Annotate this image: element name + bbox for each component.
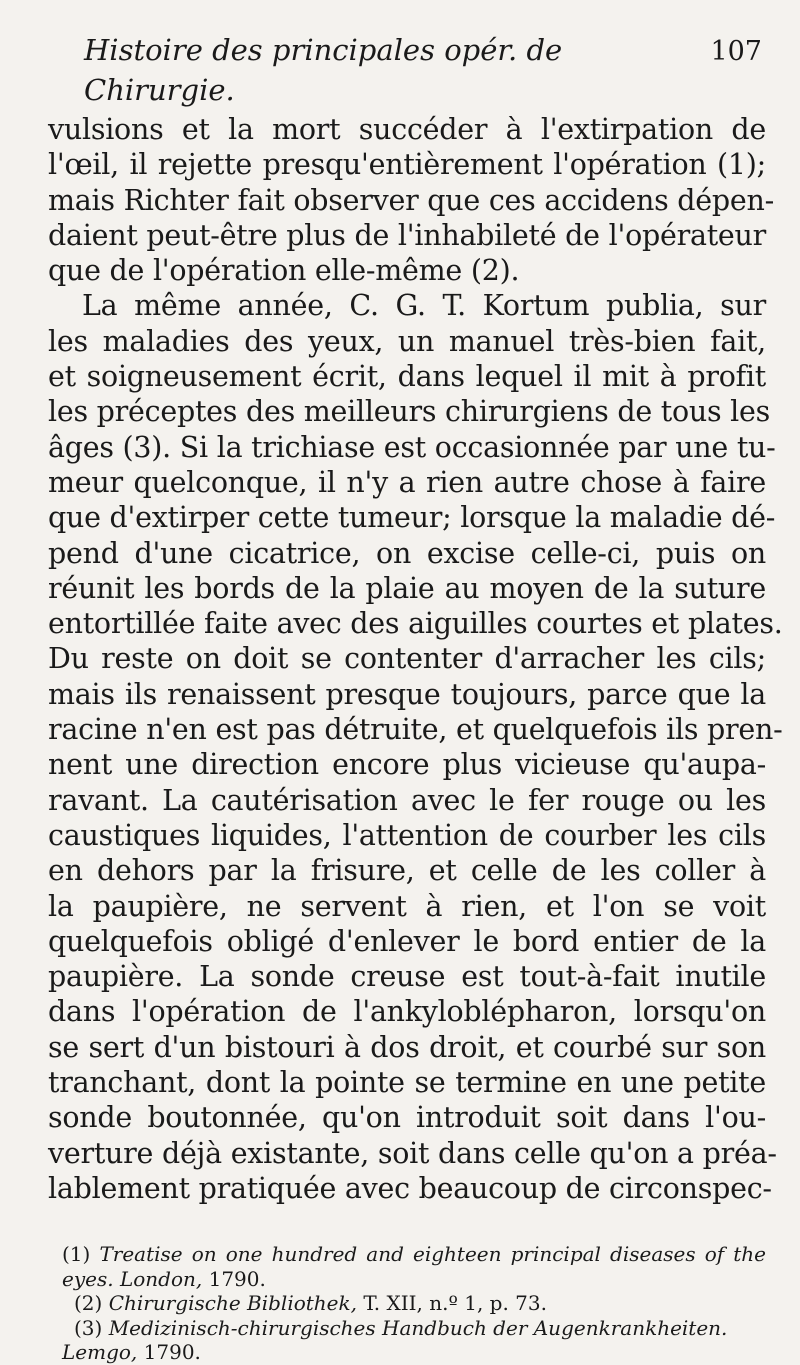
page-number: 107 — [710, 36, 762, 67]
text-line: racine n'en est pas détruite, et quelquefois ils pren- — [48, 713, 783, 747]
text-line: se sert d'un bistouri à dos droit, et courbé sur son — [48, 1030, 766, 1064]
text-line: et soigneusement écrit, dans lequel il mit à profit — [48, 360, 766, 394]
text-line: pend d'une cicatrice, on excise celle-ci, puis on — [48, 536, 766, 570]
footnote-1-year: 1790. — [208, 1266, 266, 1291]
text-line: âges (3). Si la trichiase est occasionnée par une tu- — [48, 430, 776, 464]
text-line: quelquefois obligé d'enlever le bord entier de la — [48, 924, 766, 958]
footnote-2 — [62, 1291, 766, 1316]
text-line: les maladies des yeux, un manuel très-bien fait, — [48, 324, 766, 358]
text-line: sonde boutonnée, qu'on introduit soit dans l'ou- — [48, 1101, 766, 1135]
text-line: réunit les bords de la plaie au moyen de la suture — [48, 571, 766, 605]
text-line: tranchant, dont la pointe se termine en une petite — [48, 1066, 766, 1100]
page-header — [84, 30, 766, 110]
footnote-3-year: 1790. — [143, 1340, 201, 1365]
text-line: Du reste on doit se contenter d'arracher les cils; — [48, 642, 766, 676]
running-title: Histoire des principales opér. de Chirurgie. — [84, 33, 563, 107]
text-line: vulsions et la mort succéder à l'extirpation de — [48, 113, 766, 146]
text-line: les préceptes des meilleurs chirurgiens de tous les — [48, 395, 771, 429]
footnote-1-mark: (1) — [62, 1242, 91, 1267]
text-line: daient peut-être plus de l'inhabileté de l'opérateur — [48, 218, 766, 252]
footnote-3-mark: (3) — [74, 1315, 103, 1340]
footnote-2-mark: (2) — [74, 1291, 103, 1316]
text-line: en dehors par la frisure, et celle de les coller à — [48, 854, 766, 888]
text-line: mais Richter fait observer que ces accidens dépen- — [48, 183, 774, 217]
text-line: l'œil, il rejette presqu'entièrement l'opération (1); — [48, 148, 766, 182]
text-line: que de l'opération elle-même (2). — [48, 254, 520, 288]
footnote-3 — [62, 1316, 766, 1341]
footnote-1 — [62, 1242, 766, 1267]
footnotes — [48, 1242, 766, 1365]
text-line: verture déjà existante, soit dans celle qu'on a préa- — [48, 1136, 777, 1170]
text-line: mais ils renaissent presque toujours, parce que la — [48, 677, 766, 711]
text-line: ravant. La cautérisation avec le fer rouge ou les — [48, 783, 766, 817]
body-text — [48, 112, 783, 1206]
footnote-2-title: Chirurgische Bibliothek, — [108, 1291, 357, 1316]
footnote-2-rest: T. XII, n.º 1, p. 73. — [363, 1291, 547, 1316]
footnote-3-cont: Lemgo, — [62, 1340, 138, 1365]
footnote-3-continuation — [62, 1340, 766, 1365]
text-line: La même année, C. G. T. Kortum publia, sur — [82, 289, 766, 323]
text-line: nent une direction encore plus vicieuse qu'aupa- — [48, 748, 766, 782]
text-line: meur quelconque, il n'y a rien autre chose à faire — [48, 465, 766, 499]
text-line: caustiques liquides, l'attention de courber les cils — [48, 818, 766, 852]
text-line: paupière. La sonde creuse est tout-à-fait inutile — [48, 960, 766, 994]
footnote-1-continuation — [62, 1267, 766, 1292]
text-line: entortillée faite avec des aiguilles courtes et plates. — [48, 607, 783, 641]
text-line: dans l'opération de l'ankyloblépharon, lorsqu'on — [48, 995, 766, 1029]
text-line: la paupière, ne servent à rien, et l'on se voit — [48, 889, 766, 923]
footnote-3-title: Medizinisch-chirurgisches Handbuch der Augenkrankheiten. — [108, 1315, 728, 1340]
footnote-1-title: Treatise on one hundred and eighteen principal diseases of the — [99, 1242, 766, 1267]
text-line: que d'extirper cette tumeur; lorsque la maladie dé- — [48, 501, 776, 535]
text-line: lablement pratiquée avec beaucoup de circonspec- — [48, 1171, 772, 1205]
footnote-1-cont: eyes. London, — [62, 1266, 203, 1291]
